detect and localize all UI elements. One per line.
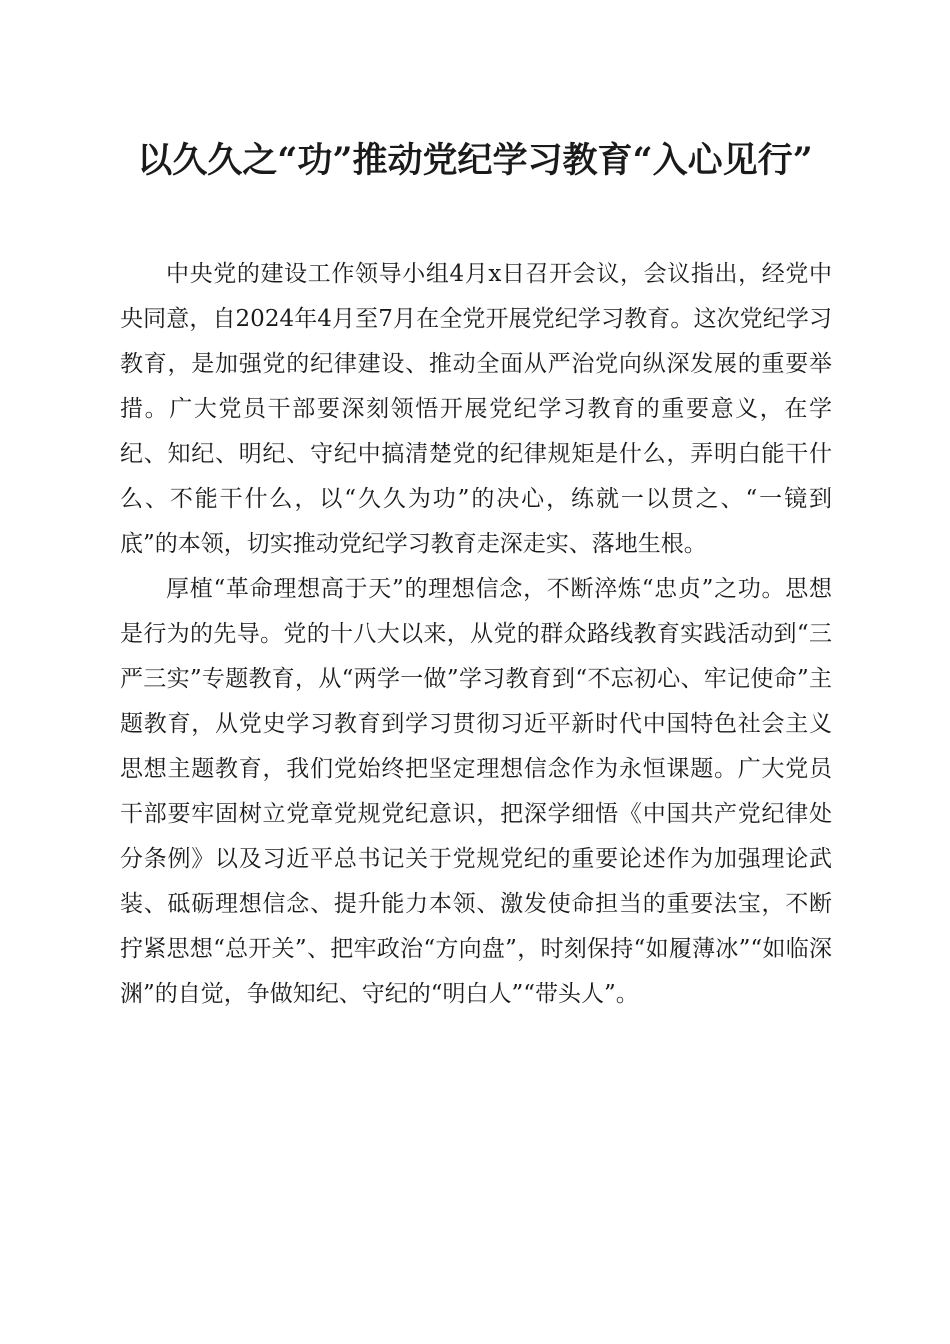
document-title: 以久久之“功”推动党纪学习教育“入心见行”	[137, 140, 813, 181]
paragraph-intro: 中央党的建设工作领导小组4月x日召开会议，会议指出，经党中央同意，自2024年4月至7月在全党开展党纪学习教育。这次党纪学习教育，是加强党的纪律建设、推动全面从严治党向纵深发展的重要举措。广大党员干部要深刻领悟开展党纪学习教育的重要意义，在学纪、知纪、明纪、守纪中搞清楚党的纪律规矩是什么，弄明白能干什么、不能干什么，以“久久为功”的决心，练就一以贯之、“一镜到底”的本领，切实推动党纪学习教育走深走实、落地生根。	[120, 261, 832, 557]
paragraph-ideals: 厚植“革命理想高于天”的理想信念，不断淬炼“忠贞”之功。思想是行为的先导。党的十八大以来，从党的群众路线教育实践活动到“三严三实”专题教育，从“两学一做”学习教育到“不忘初心、牢记使命”主题教育，从党史学习教育到学习贯彻习近平新时代中国特色社会主义思想主题教育，我们党始终把坚定理想信念作为永恒课题。广大党员干部要牢固树立党章党规党纪意识，把深学细悟《中国共产党纪律处分条例》以及习近平总书记关于党规党纪的重要论述作为加强理论武装、砥砺理想信念、提升能力本领、激发使命担当的重要法宝，不断拧紧思想“总开关”、把牢政治“方向盘”，时刻保持“如履薄冰”“如临深渊”的自觉，争做知纪、守纪的“明白人”“带头人”。	[120, 576, 832, 1007]
document-body	[120, 252, 832, 1017]
